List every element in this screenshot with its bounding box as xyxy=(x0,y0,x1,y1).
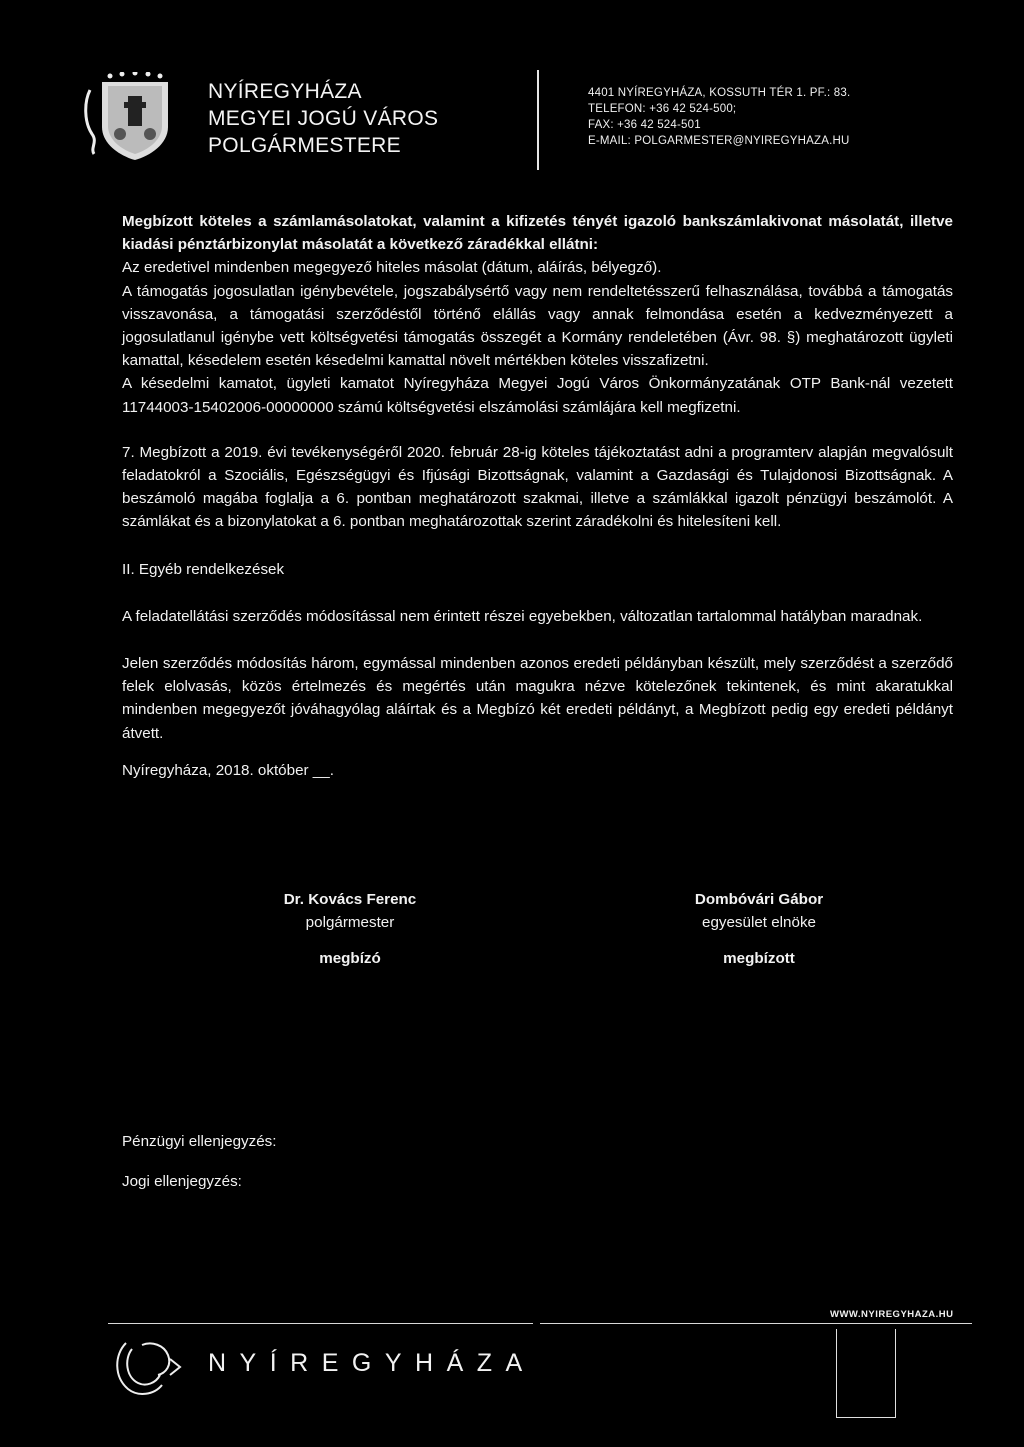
financial-countersign: Pénzügyi ellenjegyzés: xyxy=(122,1133,277,1150)
header-contact xyxy=(588,85,850,149)
signer-title: polgármester xyxy=(305,914,395,931)
document-date: Nyíregyháza, 2018. október __. xyxy=(122,761,334,779)
document-body xyxy=(122,210,953,782)
paragraph-unchanged: A feladatellátási szerződés módosítással nem érintett részei egyebekben, változatlan tartalommal hatályban maradnak. xyxy=(122,607,923,625)
signature-block-left xyxy=(260,888,440,970)
footer-rule-left xyxy=(108,1323,533,1324)
countersign-notes xyxy=(122,1130,277,1210)
contact-fax: FAX: +36 42 524-501 xyxy=(588,119,701,131)
legal-countersign: Jogi ellenjegyzés: xyxy=(122,1173,242,1190)
footer-website: WWW.NYIREGYHAZA.HU xyxy=(830,1309,954,1320)
paragraph-copies: Jelen szerződés módosítás három, egymással mindenben azonos eredeti példányban készült, mely szerződést a szerződő felek elolvasás, közös értelmezés és megértés után magukra nézve kötelezőnek tekintenek, és mint akaratukkal mindenben megegyezőt jóváhagyólag aláírtak és a Megbízó két eredeti példányt, a Megbízott pedig egy eredeti példányt átvett. xyxy=(122,655,953,742)
org-line-mayor: POLGÁRMESTERE xyxy=(208,134,401,157)
signer-name: Dr. Kovács Ferenc xyxy=(283,891,417,908)
paragraph-report: 7. Megbízott a 2019. évi tevékenységéről 2020. február 28-ig köteles tájékoztatást adni a programterv alapján megvalósult feladatokról a Szociális, Egészségügyi és Ifjúsági Bizottságnak, valamint a Gazdasági és Tulajdonosi Bizottságnak. A beszámoló magába foglalja a 6. pontban meghatározott szakmai, illetve a számlákkal igazolt pénzügyi beszámolót. A számlákat és a bizonylatokat a 6. pontban meghatározottak szerint záradékolni és hitelesíteni kell. xyxy=(122,443,953,531)
signer-role: megbízó xyxy=(319,950,381,967)
paragraph-interest: A késedelmi kamatot, ügyleti kamatot Nyíregyháza Megyei Jogú Város Önkormányzatának OTP Bank-nál vezetett 11744003-15402006-00000000 számú költségvetési elszámolási számlájára kell megfizetni. xyxy=(122,375,953,416)
nyiregyhaza-logo-icon xyxy=(112,1337,184,1397)
footer-city-name: NYÍREGYHÁZA xyxy=(208,1349,536,1377)
contact-phone: TELEFON: +36 42 524-500; xyxy=(588,103,737,115)
footer-rule-right xyxy=(540,1323,972,1324)
org-line-city: NYÍREGYHÁZA xyxy=(208,80,362,103)
header-organization xyxy=(208,78,438,159)
section-title: II. Egyéb rendelkezések xyxy=(122,560,285,578)
footer-frame xyxy=(836,1329,896,1418)
signature-block-right xyxy=(670,888,848,970)
contact-address: 4401 NYÍREGYHÁZA, KOSSUTH TÉR 1. PF.: 83. xyxy=(588,87,851,99)
paragraph-clause: Az eredetivel mindenben megegyező hiteles másolat (dátum, aláírás, bélyegző). xyxy=(122,259,662,277)
header-divider xyxy=(537,70,539,170)
paragraph-repayment: A támogatás jogosulatlan igénybevétele, jogszabálysértő vagy nem rendeltetésszerű felhasználása, továbbá a támogatás visszavonása, a támogatási szerződéstől történő elállás vagy annak felmondása esetén a kedvezményezett a jogosulatlanul igénybe vett költségvetési támogatás összegét a Kormány rendeletében (Ávr. 98. §) meghatározott ügyleti kamattal, késedelem esetén késedelmi kamattal növelt mértékben köteles visszafizetni. xyxy=(122,282,953,370)
city-crest-icon xyxy=(80,72,175,162)
contact-email: E-MAIL: POLGARMESTER@NYIREGYHAZA.HU xyxy=(588,135,850,147)
paragraph-invoice-copies: Megbízott köteles a számlamásolatokat, valamint a kifizetés tényét igazoló bankszámlakivonat másolatát, illetve kiadási pénztárbizonylat másolatát a következő záradékkal ellátni: xyxy=(122,213,953,254)
signer-role: megbízott xyxy=(723,950,795,967)
signer-title: egyesület elnöke xyxy=(702,914,816,931)
signer-name: Dombóvári Gábor xyxy=(694,891,824,908)
org-line-county: MEGYEI JOGÚ VÁROS xyxy=(208,107,439,130)
